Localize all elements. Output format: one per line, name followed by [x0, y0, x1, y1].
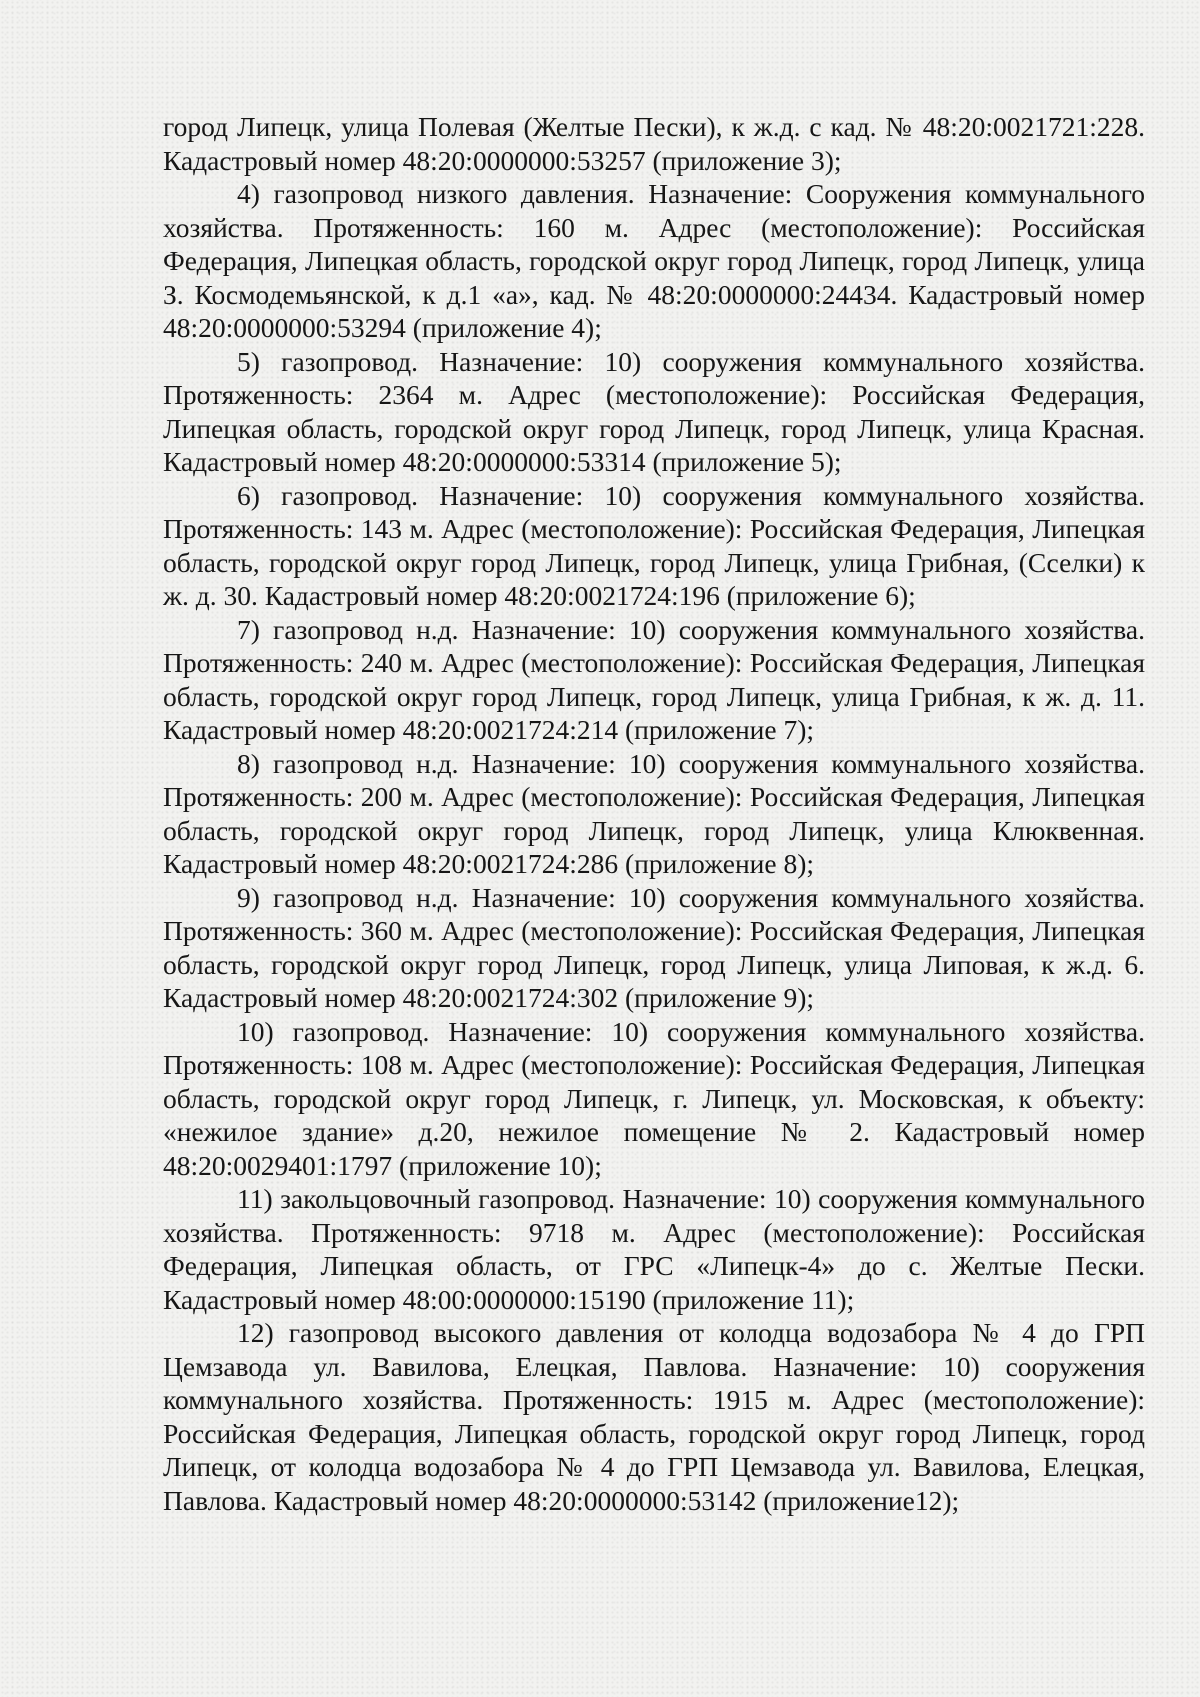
- document-body: [163, 110, 1145, 1517]
- paragraph-continuation: город Липецк, улица Полевая (Желтые Пески), к ж.д. с кад. № 48:20:0021721:228. Кадастровый номер 48:20:0000000:53257 (приложение 3);: [163, 111, 1145, 176]
- list-item-6: 6) газопровод. Назначение: 10) сооружения коммунального хозяйства. Протяженность: 143 м. Адрес (местоположение): Российская Федерация, Липецкая область, городской округ город Липецк, город Липецк, улица Грибная, (Сселки) к ж. д. 30. Кадастровый номер 48:20:0021724:196 (приложение 6);: [163, 479, 1145, 611]
- list-item-11: 11) закольцовочный газопровод. Назначение: 10) сооружения коммунального хозяйства. Протяженность: 9718 м. Адрес (местоположение): Российская Федерация, Липецкая область, от ГРС «Липецк-4» до с. Желтые Пески. Кадастровый номер 48:00:0000000:15190 (приложение 11);: [163, 1183, 1145, 1315]
- list-item-9: 9) газопровод н.д. Назначение: 10) сооружения коммунального хозяйства. Протяженность: 360 м. Адрес (местоположение): Российская Федерация, Липецкая область, городской округ город Липецк, город Липецк, улица Липовая, к ж.д. 6. Кадастровый номер 48:20:0021724:302 (приложение 9);: [163, 881, 1145, 1013]
- list-item-4: 4) газопровод низкого давления. Назначение: Сооружения коммунального хозяйства. Протяженность: 160 м. Адрес (местоположение): Российская Федерация, Липецкая область, городской округ город Липецк, город Липецк, улица З. Космодемьянской, к д.1 «а», кад. № 48:20:0000000:24434. Кадастровый номер 48:20:0000000:53294 (приложение 4);: [163, 178, 1145, 343]
- list-item-7: 7) газопровод н.д. Назначение: 10) сооружения коммунального хозяйства. Протяженность: 240 м. Адрес (местоположение): Российская Федерация, Липецкая область, городской округ город Липецк, город Липецк, улица Грибная, к ж. д. 11. Кадастровый номер 48:20:0021724:214 (приложение 7);: [163, 613, 1145, 745]
- list-item-5: 5) газопровод. Назначение: 10) сооружения коммунального хозяйства. Протяженность: 2364 м. Адрес (местоположение): Российская Федерация, Липецкая область, городской округ город Липецк, город Липецк, улица Красная. Кадастровый номер 48:20:0000000:53314 (приложение 5);: [163, 345, 1145, 477]
- list-item-12: 12) газопровод высокого давления от колодца водозабора № 4 до ГРП Цемзавода ул. Вавилова, Елецкая, Павлова. Назначение: 10) сооружения коммунального хозяйства. Протяженность: 1915 м. Адрес (местоположение): Российская Федерация, Липецкая область, городской округ город Липецк, город Липецк, от колодца водозабора № 4 до ГРП Цемзавода ул. Вавилова, Елецкая, Павлова. Кадастровый номер 48:20:0000000:53142 (приложение12);: [163, 1317, 1145, 1516]
- list-item-8: 8) газопровод н.д. Назначение: 10) сооружения коммунального хозяйства. Протяженность: 200 м. Адрес (местоположение): Российская Федерация, Липецкая область, городской округ город Липецк, город Липецк, улица Клюквенная. Кадастровый номер 48:20:0021724:286 (приложение 8);: [163, 747, 1145, 879]
- list-item-10: 10) газопровод. Назначение: 10) сооружения коммунального хозяйства. Протяженность: 108 м. Адрес (местоположение): Российская Федерация, Липецкая область, городской округ город Липецк, г. Липецк, ул. Московская, к объекту: «нежилое здание» д.20, нежилое помещение № 2. Кадастровый номер 48:20:0029401:1797 (приложение 10);: [163, 1015, 1145, 1181]
